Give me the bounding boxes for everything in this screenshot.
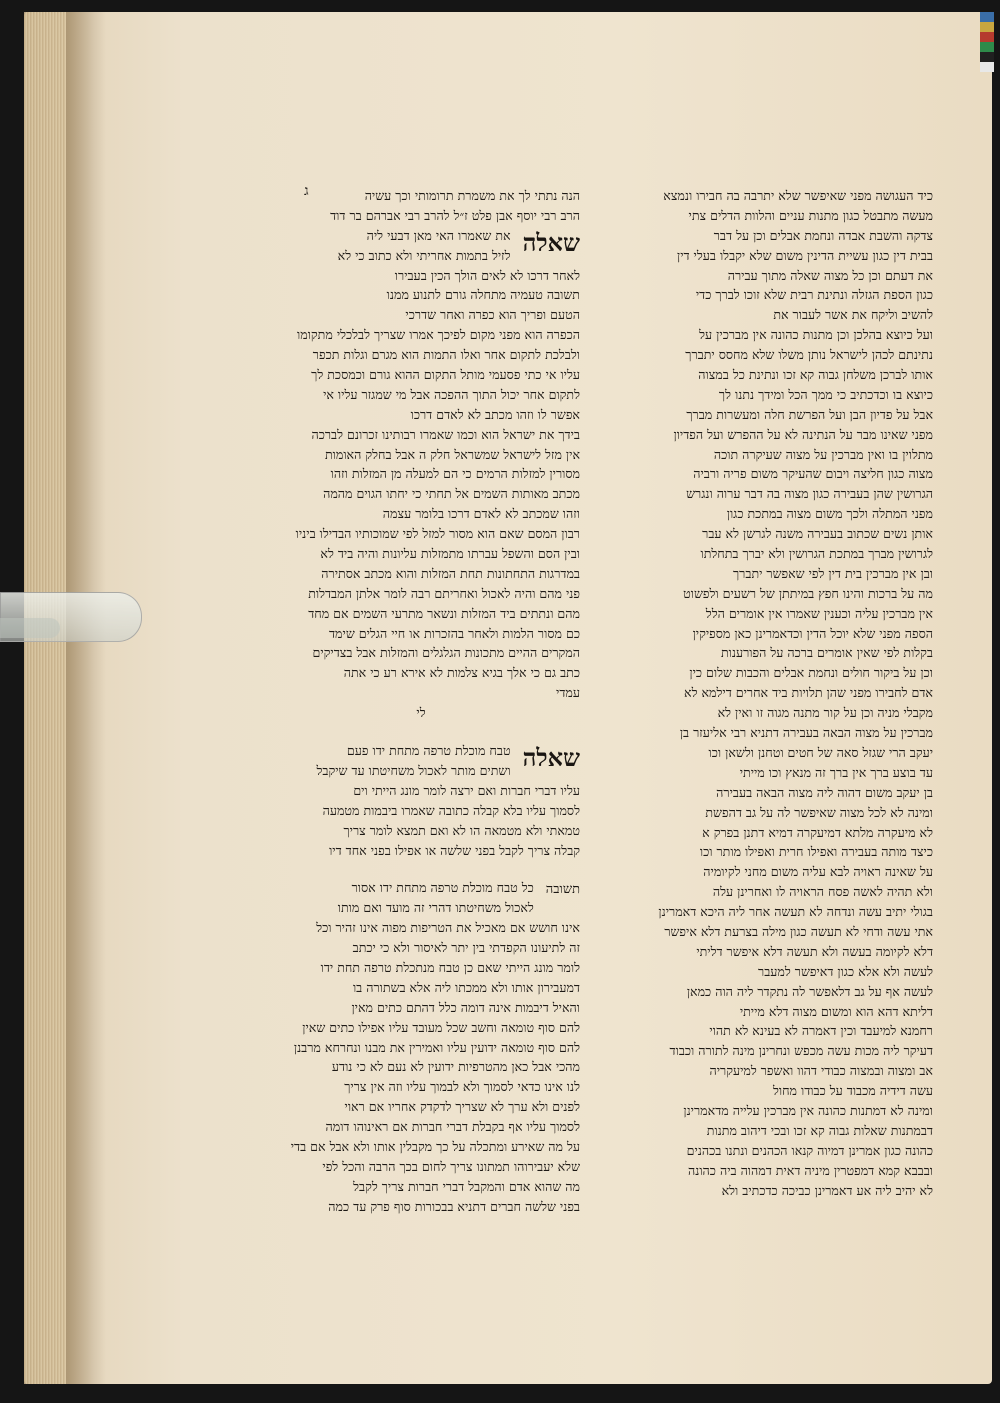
- text-line: נתינתם לכהן לישראל נותן משלו שלא מחסס יתברך: [685, 347, 933, 363]
- text-line: יעקב הרי שגזל סאה של חטים וטחנן ולשאן וכו: [708, 744, 933, 760]
- text-line: אין מברכין עליה וכענין שאמרו אין אומרים הלל: [705, 605, 933, 621]
- text-line: מה שהוא אדם והמקבל דברי חברות צריך לקבל: [353, 1178, 580, 1194]
- text-line: פני מהם והיה לאכול ואחריתם רבה לומר אלתן המבדלות: [308, 585, 580, 601]
- text-line: אתי עשה ודחי לא תעשה כגון מילה בצרעת דלא איפשר: [664, 923, 933, 939]
- text-line: מקבלי מניה וכן על קור מתנה מגוה זו ואין לא: [717, 705, 933, 721]
- text-line: דמעבירון אותו ולא ממכתו ליה אלא בשתורה בו: [352, 979, 580, 995]
- text-line: אדם לחבירו מפני שהן תלויות ביד אחרים דילמא לא: [684, 685, 933, 701]
- text-line: לזיל בתמות אחריתי ולא כתוב כי לא: [337, 247, 511, 263]
- section-heading-question-2: שאלה: [522, 743, 580, 773]
- text-line: את דעתם וכן כל מצוה שאלה מתוך עבירה: [727, 267, 933, 283]
- text-line: כם מסור הלמות ולאחר בהזכרות או חיי הגלים שימד: [329, 625, 580, 641]
- text-line: אותו לברכן משלחן גבוה קא זכו ונתינת כל במצוה: [698, 367, 933, 383]
- color-swatch: [980, 32, 994, 42]
- corner-mark: ג: [304, 183, 309, 199]
- text-line: לאחר דרכו לא לאים הולך הכין בעבירו: [394, 267, 580, 283]
- text-line: לעשה ולא אלא כגון דאיפשר למעבר: [758, 963, 933, 979]
- text-line: אותן נשים שכתוב בעבירה משנה לגרשן לא עבר: [702, 526, 933, 542]
- text-line: רבון המסם שאם הוא מסור למזל לפי שמוכותיו הבדילו ביניו: [295, 526, 580, 542]
- text-line: מהכי אבל כאן מהטרפיות ידועין לא נעם לא כי נודע: [331, 1059, 580, 1075]
- text-line: אינו חושש אם מאכיל את הטריפות מפוה אינו זהיר וכל: [316, 920, 580, 936]
- text-line: אבל על פדיון הבן ועל הפרשת חלה ומעשרות מברך: [686, 406, 933, 422]
- color-calibration-strip: [980, 12, 994, 72]
- text-line: צדקה והשבת אבדה ונחמת אבלים וכן על דבר: [713, 227, 933, 243]
- text-line: מסורין למזלות הרמים כי הם למעלה מן המזלות וזהו: [330, 466, 580, 482]
- text-line: בידך את ישראל הוא וכמו שאמרו רבותינו זכרונם לברכה: [311, 426, 580, 442]
- section-gap: [262, 723, 580, 741]
- text-line: הטעם ופריך הוא כפרה ואחר שדרכי: [405, 307, 580, 323]
- text-line: כגון הספת הגזלה ונתינת רבית שלא זוכו לברך כדי: [695, 287, 933, 303]
- text-line: עמדי: [556, 685, 580, 701]
- text-line: הגרושין שהן בעבירה כגון מצוה בה דבר ערוה ונגרש: [686, 486, 933, 502]
- text-line: עשה דידיה מכבוד על כבודו מחול: [772, 1083, 933, 1099]
- text-line: כל טבח מוכלת טרפה מתחת ידו אסור: [351, 880, 534, 896]
- text-line: להם סוף טומאה ידועין עליו ואמירין את מבנו ונחרחא מרבנן: [293, 1039, 580, 1055]
- section-heading-answer: תשובה: [545, 882, 580, 898]
- text-line: ושתים מותר לאכול משחיטתו עד שיקבל: [316, 762, 511, 778]
- text-line: הרב רבי יוסף אבן פלט ז״ל להרב רבי אברהם בר דוד: [330, 207, 580, 223]
- text-line: המקרים ההיים מתכונות הגלגלים והמזלות אבל בצדיקים: [312, 645, 580, 661]
- text-line: במדרגות התחתונות תחת המזלות והוא מכתב אסתירה: [321, 565, 580, 581]
- right-text-column: [598, 186, 933, 1200]
- text-line: לפנים ולא ערך לא שצריך לדקדק אחריו אם ראוי: [344, 1099, 580, 1115]
- answer-section: [262, 878, 580, 1216]
- text-line: ובן אין מברכין בית דין לפי שאפשר יתברך: [733, 565, 933, 581]
- text-line: עליו דברי חברות ואם ירצה לומר מונג הייתי וים: [353, 782, 580, 798]
- text-line: לסמוך עליו בלא קבלה כתובה שאמרו ביבמות מטמעה: [322, 802, 580, 818]
- left-text-column: [262, 186, 580, 1217]
- text-line: קבלה צריך לקבל בפני שלשה או אפילו בפני אחד דיו: [329, 842, 580, 858]
- answer-lines: [262, 878, 580, 1216]
- text-line: מעשה מתבטל כגון מתנות עניים והלוות הדלים צתי: [688, 207, 933, 223]
- text-line: על שאינה ראויה לבא עליה משום מחני לקיומיה: [703, 864, 933, 880]
- text-line: מצוה כגון חליצה ויבום שהעיקר משום פריה ורביה: [693, 466, 933, 482]
- text-line: את שאמרו האי מאן דבעי ליה: [366, 227, 511, 243]
- text-line: טמאתי ולא מטמאה הו לא ואם תמצא לומר צריך: [343, 822, 580, 838]
- text-line: לתקום אחר יכול התוך ההפכה אבל מי שמגזר עליו אי: [323, 386, 580, 402]
- text-line: הכפרה הוא מפני מקום לפיכך אמרו שצריך לבלכלי מתקומו: [297, 327, 580, 343]
- text-line: לא מיעקרה מלתא דמיעקרה דמיא דתנן בפרק א: [702, 824, 933, 840]
- color-swatch: [980, 52, 994, 62]
- text-line: בקלות לפי שאין אומרים ברכה על הפורענות: [720, 645, 933, 661]
- text-line: בן יעקב משום דהוה ליה מצוה הבאה בעבירה: [716, 784, 933, 800]
- intro-lines: [262, 186, 580, 226]
- text-line: לאכול משחיטתו דהרי זה מועד ואם מותו: [337, 900, 534, 916]
- text-line: ובין הסם והשפל עברתו מתמזלות עליונות והיה ביד לא: [320, 546, 580, 562]
- text-line: אב ומצוה ובמצוה כבודי דהוו ואשפר למיעקריה: [709, 1063, 933, 1079]
- text-line: וכן על ביקור חולים ונחמת אבלים והכבות שלום כין: [689, 665, 933, 681]
- text-line: דבמתנות שאלות גבוה קא זכו ובכי דיהוב מתנות: [706, 1122, 933, 1138]
- bookmark-fold: [0, 618, 60, 638]
- text-line: טבח מוכלת טרפה מתחת ידו פעם: [346, 743, 511, 759]
- text-line: כהונה כגון אמרינן דמיוה קנאו הכהנים ונתנו בכהנים: [686, 1142, 933, 1158]
- text-line: כיד העגושה מפני שאיפשר שלא יתרבה בה חבירו ונמצא: [663, 188, 933, 203]
- text-line: להשיב וליקח את אשר לעבור את: [773, 307, 933, 323]
- text-line: מה על ברכות והינו חפץ במיתתן של רשעים ולפשוט: [683, 585, 933, 601]
- text-line: דעיקר ליה מכות עשה מכפש ונחרינן מינה לתורה וכבוד: [669, 1043, 933, 1059]
- text-line: לא יהיב ליה אע דאמרינן כביכה כדכתיב ולא: [721, 1182, 933, 1198]
- text-line: ועל כיוצא בהלכן וכן מתנות כהונה אין מברכין על: [699, 327, 933, 343]
- text-line: דליתא דהא הוא ומשום מצוה דלא מייתי: [739, 1003, 933, 1019]
- color-swatch: [980, 22, 994, 32]
- color-swatch: [980, 62, 994, 72]
- section-heading-question: שאלה: [522, 227, 580, 257]
- text-line: עליו אי כתי פסעמי מותל התקום ההוא גורם וכמסכת לך: [311, 367, 580, 383]
- section-footer-mark: לי: [416, 705, 426, 721]
- page-stack-edges: [24, 12, 66, 1384]
- text-line: לנו אינו כדאי לסמוך ולא לבמוך עליו וזה אין צריך: [344, 1079, 580, 1095]
- text-line: והאיל דיבמות אינה דומה כלל דהתם כתים מאין: [351, 999, 580, 1015]
- text-line: בבית דין כגון עשיית הדינין משום שלא יקבלו בעלי דין: [676, 247, 933, 263]
- text-line: ולא תהיה לאשה פסח הראויה לו ואחרינן עלה: [712, 884, 933, 900]
- text-line: על מה שאירע ומתכלה על כך מקבלין אותו ולא אבל אם בדי: [290, 1138, 580, 1154]
- section-gap: [262, 860, 580, 878]
- text-line: בפני שלשה חברים דתניא בבכורות סוף פרק עד כמה: [328, 1198, 580, 1214]
- text-line: כיוצא בו וכדכתיב כי ממך הכל ומידך נתנו לך: [718, 386, 933, 402]
- text-line: בגולי יתיב עשה ונדחה לא תעשה אחר ליה היכא דאמרינן: [658, 904, 933, 920]
- text-line: הנה נתתי לך את משמרת תרומותי וכך עשיה: [364, 188, 580, 203]
- question-section-1: [262, 226, 580, 723]
- text-line: אין מזל לישראל שמשראל חלק ה אבל בחלק האומות: [324, 446, 580, 462]
- text-line: ובבבא קמא דמפטרין מיניה דאית דמהוה ביה כהונה: [687, 1162, 933, 1178]
- text-line: כיצד מותה בעבירה ואפילו חרית ואפילו מותר וכו: [699, 844, 933, 860]
- text-line: הספה מפני שלא יוכל הדין וכדאמרינן כאן מספיקין: [692, 625, 933, 641]
- color-swatch: [980, 42, 994, 52]
- text-line: שלא יעבירוהו תמתונו צריך לחום בכך הרבה והכל לפי: [322, 1158, 580, 1174]
- text-line: דלא לקיומה בעשה ולא תעשה דלא איפשר דליתי: [696, 943, 933, 959]
- color-swatch: [980, 12, 994, 22]
- text-line: ומינה לא לכל מצוה שאיפשר לה על גב דהפשת: [705, 804, 933, 820]
- gutter-shadow: [66, 12, 106, 1384]
- text-line: לגרושין מברך במתכת הגרושין ולא יברך בתחלתו: [700, 546, 933, 562]
- text-line: עד בוצע ברך אין ברך זה מנאץ וכו מייתי: [739, 764, 933, 780]
- text-line: מפני שאינו מבר על הנתינה לא על ההפרש ועל הפדיון: [673, 426, 933, 442]
- text-line: ומינה לא דמתנות כהונה אין מברכין עלייה מדאמרינן: [683, 1102, 933, 1118]
- text-line: מפני המתלה ולכך משום מצוה במתכת כגון: [726, 506, 933, 522]
- question-section-2: [262, 741, 580, 860]
- text-line: מתלוין בו ואין מברכין על מצוה שעיקרה תוכה: [713, 446, 933, 462]
- text-line: מהם ונתתים ביד המזלות ונשאר מתרעי השמים אם מחד: [308, 605, 580, 621]
- text-line: תשובה טעמיה מתחלה גורם לתנוע ממנו: [386, 287, 580, 303]
- text-line: וזהו שמכתב לא לאדם דרכו בלומר עצמה: [382, 506, 580, 522]
- text-line: מכתב מאותות השמים אל תחתי כי יחתו הגוים מהמה: [323, 486, 580, 502]
- text-line: רחמנא למיעבד וכין דאמרה לא בעינא לא תהוי: [709, 1023, 933, 1039]
- text-line: לעשה אף על גב דלאפשר לה נתקדר ליה הוה כמאן: [686, 983, 933, 999]
- question-1-lines: [262, 226, 580, 703]
- text-line: לסמוך עליו אף בקבלת דברי חברות אם ראינוהו דומה: [325, 1119, 580, 1135]
- text-line: אפשר לו וזהו מכתב לא לאדם דרכו: [410, 406, 580, 422]
- text-line: להם סוף טומאה וחשב שכל מעובד עליו אפילו כתים שאין: [302, 1019, 580, 1035]
- text-line: זה לתיעונו הקפדתי בין יתר לאיסור ולא כי יכתב: [352, 940, 580, 956]
- text-line: כתב גם כי אלך בגיא צלמות לא אירא רע כי אתה: [343, 665, 580, 681]
- text-line: לומר מונג הייתי שאם כן טבח מנתכלת טרפה תחת ידו: [320, 959, 580, 975]
- text-line: ולבלכת לתקום אחר ואלו התמות הוא מגרם וגלות תכפר: [312, 347, 580, 363]
- text-line: מברכין על מצוה הבאה בעבירה דתניא רבי אליעזר בן: [679, 725, 933, 741]
